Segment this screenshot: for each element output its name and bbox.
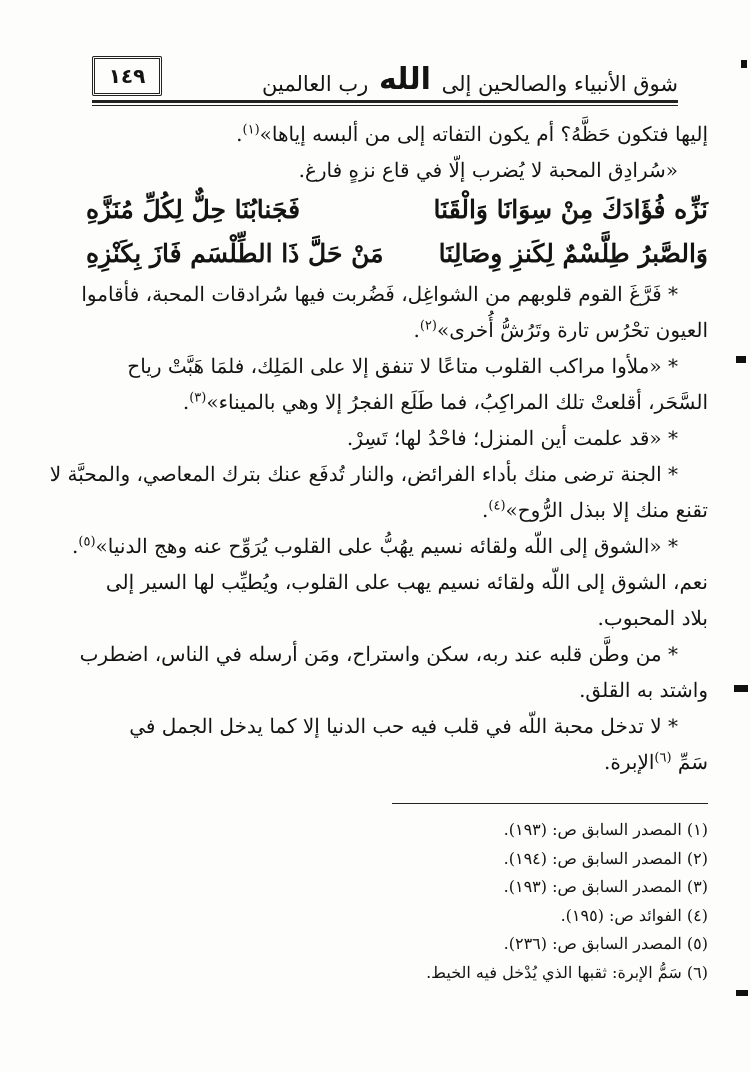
text-line: * من وطَّن قلبه عند ربه، سكن واستراح، ومَن أرسله في الناس، اضطرب [79,642,678,666]
verse-first-half: نَزِّه فُؤَادَكَ مِنْ سِوَانَا وَالْقَنَا [433,195,708,224]
text-line: سَمِّ $^{(٦)}$الإبرة. [604,750,708,774]
text-line: * لا تدخل محبة اللّه في قلب فيه حب الدنيا إلا كما يدخل الجمل في [129,714,678,738]
text-line: العيون تحْرُس تارة وتَرُشُّ أُخرى»$^{(٢)}$. [413,318,708,342]
footnotes [300,816,708,987]
footnote: (٣) المصدر السابق ص: (١٩٣). [503,877,708,896]
scan-mark [736,990,748,996]
scan-mark [736,356,746,363]
scan-mark [734,685,748,692]
footnote: (٤) الفوائد ص: (١٩٥). [560,905,708,925]
footnote-ref[interactable]: (٢) [419,318,437,334]
verse-first-half: وَالصَّبرُ طِلَّسْمٌ لِكَنزِ وِصَالِنَا [438,239,708,268]
poem-verse [86,232,708,276]
footnote-separator [392,803,708,804]
footnote: (٦) سَمُّ الإبرة: ثقبها الذي يُدْخل فيه الخيط. [426,962,708,982]
text-line: السَّحَر، أقلعتْ تلك المراكِبُ، فما طَلَع الفجرُ إلا وهي بالميناء»$^{(٣)}$. [182,390,708,414]
text-line: * «الشوق إلى اللّه ولقائه نسيم يهُبُّ على القلوب يُرَوِّح عنه وهج الدنيا»$^{(٥)}$. [72,534,678,558]
text-line: بلاد المحبوب. [597,606,708,630]
page-number: ١٤٩ [108,64,146,88]
text-line: * «ملأوا مراكب القلوب متاعًا لا تنفق إلا على المَلِك، فلمَا هَبَّتْ رياح [127,354,678,378]
page-header [92,52,678,102]
running-title-right: شوق الأنبياء والصالحين إلى [441,72,678,96]
poem-verse [86,188,708,232]
running-title-left: رب العالمين [262,72,369,96]
footnote-ref[interactable]: (١) [242,122,260,138]
text-line: * «قد علمت أين المنزل؛ فاحْدُ لها؛ تَسِرْ. [346,426,678,450]
text-line: * الجنة ترضى منك بأداء الفرائض، والنار تُدفَع عنك بترك المعاصي، والمحبَّة لا [49,462,678,486]
text-line: نعم، الشوق إلى اللّه ولقائه نسيم يهب على القلوب، ويُطيِّب لها السير إلى [105,570,708,594]
text-line: واشتد به القلق. [579,678,708,702]
page-number-box [92,56,162,96]
footnote: (٢) المصدر السابق ص: (١٩٤). [503,848,708,868]
allah-calligraphy: الله [378,62,431,97]
text-line: * فَرَّغَ القوم قلوبهم من الشواغِل، فَضُربت فيها سُرادقات المحبة، فأقاموا [81,282,678,306]
footnote-ref[interactable]: (٣) [189,390,207,406]
footnote: (١) المصدر السابق ص: (١٩٣). [503,820,708,839]
text-line: إليها فتكون حَظَّهُ؟ أم يكون التفاته إلى من ألبسه إياها»$^{(١)}$. [236,122,708,146]
footnote-ref[interactable]: (٥) [78,534,96,550]
text-line: تقنع منك إلا ببذل الرُّوح»$^{(٤)}$. [482,498,708,522]
footnote: (٥) المصدر السابق ص: (٢٣٦). [503,934,708,953]
header-rule [92,100,678,103]
verse-second-half: مَنْ حَلَّ ذَا الطِّلْسَم فَازَ بِكَنْزِهِ [86,239,384,268]
footnote-ref[interactable]: (٦) [654,750,672,766]
verse-second-half: فَجَنابُنَا حِلٌّ لِكُلِّ مُنَزَّهِ [86,195,301,224]
main-text [49,116,708,780]
text-line: «سُرادِق المحبة لا يُضرب إلّا في قاع نزهٍ فارغ. [298,158,678,182]
header-rule-thin [92,105,678,106]
running-title [262,64,678,99]
scan-mark [741,60,747,68]
footnote-ref[interactable]: (٤) [488,498,506,514]
